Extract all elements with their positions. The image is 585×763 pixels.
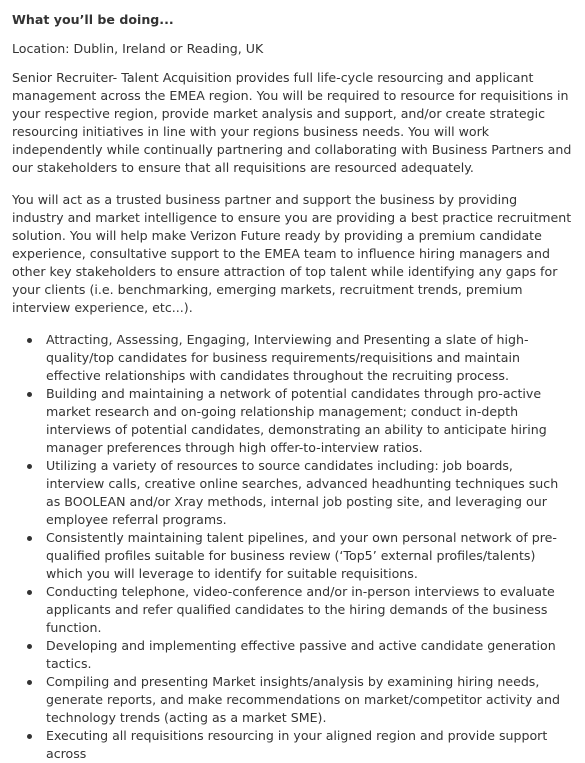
bullet-dot [27,338,32,343]
bullet-dot [27,590,32,595]
list-item [46,727,572,763]
list-item [46,457,572,529]
list-item-text: Building and maintaining a network of potential candidates through pro-active market research and on-going relationship management; conduct in-depth interviews of potential candidates, demonstrating an ability to anticipate hiring manager preferences through high offer-to-interview ratios. [46,386,547,455]
list-item [46,637,572,673]
job-description-content [12,11,572,763]
bullet-dot [27,644,32,649]
list-item [46,331,572,385]
list-item-text: Developing and implementing effective passive and active candidate generation tactics. [46,638,556,671]
list-item [46,385,572,457]
responsibilities-list [12,331,572,763]
role-paragraph: You will act as a trusted business partner and support the business by providing industry and market intelligence to ensure you are providing a best practice recruitment solution. You will help make Verizon Future ready by providing a premium candidate experience, consultative support to the EMEA team to influence hiring managers and other key stakeholders to ensure attraction of top talent while identifying any gaps for your clients (i.e. benchmarking, emerging markets, recruitment trends, premium interview experience, etc...). [12,192,572,315]
list-item [46,529,572,583]
section-heading: What you’ll be doing... [12,12,174,27]
list-item-text: Consistently maintaining talent pipelines, and your own personal network of pre-qualified profiles suitable for business review (‘Top5’ external profiles/talents) which you will leverage to identify for suitable requisitions. [46,530,557,581]
bullet-dot [27,734,32,739]
intro-paragraph: Senior Recruiter- Talent Acquisition provides full life-cycle resourcing and applicant management across the EMEA region. You will be required to resource for requisitions in your respective region, provide market analysis and support, and/or create strategic resourcing initiatives in line with your regions business needs. You will work independently while continually partnering and collaborating with Business Partners and our stakeholders to ensure that all requisitions are resourced adequately. [12,70,572,175]
list-item-text: Executing all requisitions resourcing in your aligned region and provide support across [46,728,548,761]
list-item [46,583,572,637]
bullet-dot [27,392,32,397]
list-item-text: Utilizing a variety of resources to source candidates including: job boards, interview calls, creative online searches, advanced headhunting techniques such as BOOLEAN and/or Xray methods, internal job posting site, and leveraging our employee referral programs. [46,458,559,527]
location-text: Location: Dublin, Ireland or Reading, UK [12,41,264,56]
list-item [46,673,572,727]
bullet-dot [27,464,32,469]
list-item-text: Conducting telephone, video-conference and/or in-person interviews to evaluate applicants and refer qualified candidates to the hiring demands of the business function. [46,584,555,635]
list-item-text: Attracting, Assessing, Engaging, Interviewing and Presenting a slate of high-quality/top candidates for business requirements/requisitions and maintain effective relationships with candidates throughout the recruiting process. [46,332,529,383]
list-item-text: Compiling and presenting Market insights/analysis by examining hiring needs, generate reports, and make recommendations on market/competitor activity and technology trends (acting as a market SME). [46,674,560,725]
bullet-dot [27,536,32,541]
bullet-dot [27,680,32,685]
